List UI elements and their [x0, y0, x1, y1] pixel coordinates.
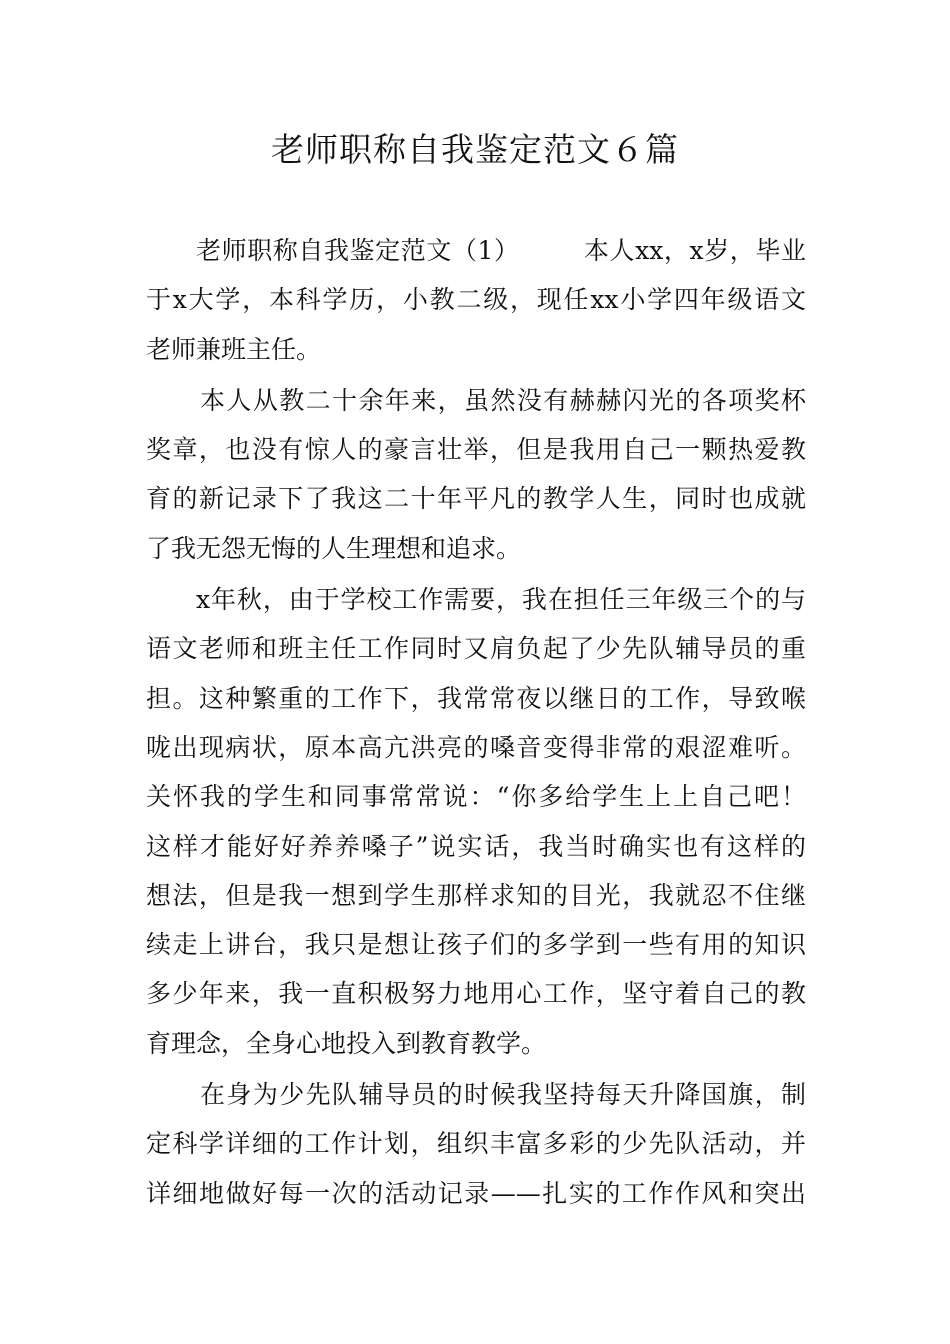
text-line: 语文老师和班主任工作同时又肩负起了少先队辅导员的重 [146, 634, 806, 664]
paragraph-3 [146, 575, 806, 1068]
text-line: 老师兼班主任。 [146, 334, 322, 364]
text-line: 咙出现病状，原本高亢洪亮的嗓音变得非常的艰涩难听。 [146, 732, 806, 762]
paragraph-1 [146, 226, 806, 374]
text-line: 了我无怨无悔的人生理想和追求。 [146, 533, 522, 563]
text-line: 育理念，全身心地投入到教育教学。 [146, 1028, 547, 1058]
text-line: 老师职称自我鉴定范文（1） 本人xx，x岁，毕业 [196, 236, 806, 265]
text-line: 于x大学，本科学历，小教二级，现任xx小学四年级语文 [146, 285, 806, 315]
text-line: 多少年来，我一直积极努力地用心工作，坚守着自己的教 [146, 979, 806, 1009]
paragraph-4 [146, 1070, 806, 1218]
text-line: x年秋，由于学校工作需要，我在担任三年级三个的与 [196, 585, 806, 615]
text-line: 想法，但是我一想到学生那样求知的目光，我就忍不住继 [146, 880, 806, 910]
text-line: 续走上讲台，我只是想让孩子们的多学到一些有用的知识 [146, 930, 806, 960]
text-line: 担。这种繁重的工作下，我常常夜以继日的工作，导致喉 [146, 683, 806, 713]
text-line: 这样才能好好养养嗓子”说实话，我当时确实也有这样的 [146, 831, 806, 861]
text-line: 定科学详细的工作计划，组织丰富多彩的少先队活动，并 [146, 1129, 806, 1159]
text-line: 详细地做好每一次的活动记录——扎实的工作作风和突出 [146, 1178, 806, 1208]
text-line: 关怀我的学生和同事常常说：“你多给学生上上自己吧！ [146, 782, 806, 812]
text-line: 育的新记录下了我这二十年平凡的教学人生，同时也成就 [146, 484, 806, 514]
document-body [146, 226, 806, 1220]
document-title: 老师职称自我鉴定范文６篇 [271, 130, 679, 169]
text-line: 本人从教二十余年来，虽然没有赫赫闪光的各项奖杯 [200, 385, 806, 415]
text-line: 奖章，也没有惊人的豪言壮举，但是我用自己一颗热爱教 [146, 435, 806, 465]
text-line: 在身为少先队辅导员的时候我坚持每天升降国旗，制 [200, 1080, 806, 1110]
paragraph-2 [146, 376, 806, 573]
